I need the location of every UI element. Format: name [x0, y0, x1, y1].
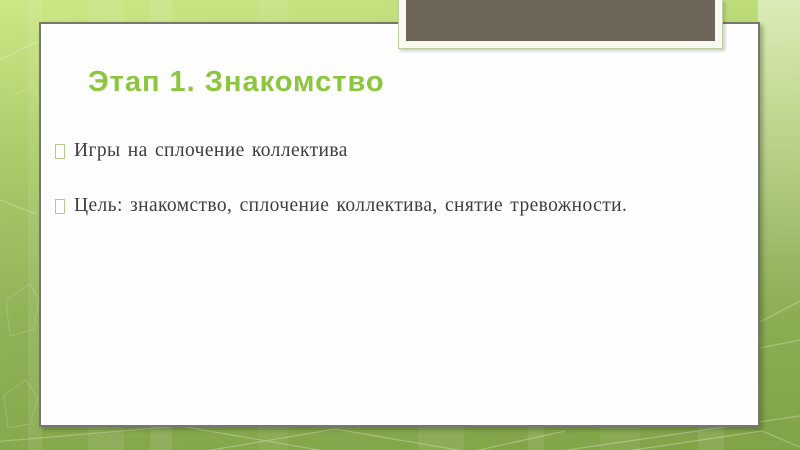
bullet-text: Игры на сплочение коллектива: [74, 140, 348, 161]
bullet-list: [55, 139, 715, 249]
header-accent-box: [406, 0, 715, 41]
bullet-text: Цель: знакомство, сплочение коллектива, снятие тревожности.: [74, 195, 628, 216]
bullet-square-icon: [55, 144, 65, 159]
bullet-square-icon: [55, 199, 65, 214]
bullet-item: [55, 194, 715, 218]
content-panel: [39, 22, 760, 427]
bullet-item: [55, 139, 715, 163]
slide-title: Этап 1. Знакомство: [88, 66, 385, 98]
header-accent-frame: [398, 0, 723, 49]
